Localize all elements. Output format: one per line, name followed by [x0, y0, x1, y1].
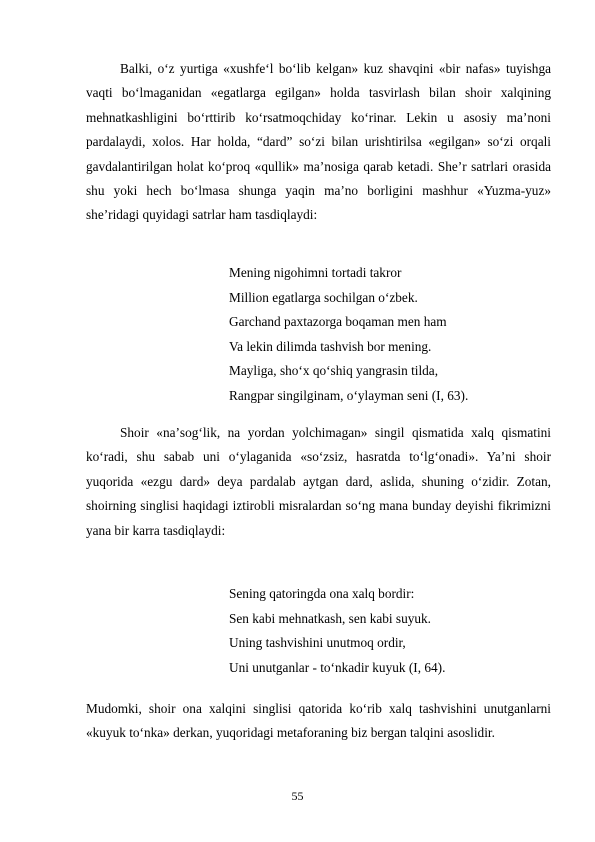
paragraph-1: Balki, oʻz yurtiga «xushfeʻl boʻlib kelgan» kuz shavqini «bir nafas» tuyishga vaqti boʻlmaganidan «egatlarga egilgan» holda tasvirlash bilan shoir xalqining mehnatkashligini boʻrttirib koʻrsatmoqchiday koʻrinar. Lekin u asosiy maʼnoni pardalaydi, xolos. Har holda, “dard” soʻzi bilan urishtirilsa «egilgan» soʻzi orqali gavdalantirilgan holat koʻproq «qullik» maʼnosiga qarab ketadi. Sheʼr satrlari orasida shu yoki hech boʻlmasa shunga yaqin maʼno borligini mashhur «Yuzma-yuz» sheʼridagi quyidagi satrlar ham tasdiqlaydi: — [86, 61, 551, 223]
poem-line: Va lekin dilimda tashvish bor mening. — [229, 338, 432, 354]
poem-line: Mayliga, shoʻx qoʻshiq yangrasin tilda, — [229, 363, 439, 379]
page-number: 55 — [291, 789, 304, 803]
poem-line: Rangpar singilginam, oʻylayman seni (I, 63). — [229, 387, 469, 403]
poem-line: Mening nigohimni tortadi takror — [229, 265, 402, 280]
poem-line: Sening qatoringda ona xalq bordir: — [229, 586, 415, 601]
poem-line: Uni unutganlar - toʻnkadir kuyuk (I, 64). — [229, 659, 446, 675]
paragraph-3: Mudomki, shoir ona xalqini singlisi qatorida koʻrib xalq tashvishini unutganlarni «kuyuk toʻnka» derkan, yuqoridagi metaforaning biz bergan talqini asoslidir. — [86, 701, 551, 741]
paragraph-2: Shoir «naʼsogʻlik, na yordan yolchimagan» singil qismatida xalq qismatini koʻradi, shu sabab uni oʻylaganida «soʻzsiz, hasratda toʻlgʻonadi». Yaʼni shoir yuqorida «ezgu dard» deya pardalab aytgan dard, aslida, shuning oʻzidir. Zotan, shoirning singlisi haqidagi iztirobli misralardan soʻng mana bunday deyishi fikrimizni yana bir karra tasdiqlaydi: — [86, 425, 551, 538]
poem-block-2 — [229, 582, 559, 680]
poem-line: Garchand paxtazorga boqaman men ham — [229, 314, 447, 330]
poem-line: Uning tashvishini unutmoq ordir, — [229, 635, 406, 651]
poem-line: Sen kabi mehnatkash, sen kabi suyuk. — [229, 610, 432, 626]
poem-line: Million egatlarga sochilgan oʻzbek. — [229, 289, 418, 305]
poem-block-1 — [229, 261, 559, 409]
